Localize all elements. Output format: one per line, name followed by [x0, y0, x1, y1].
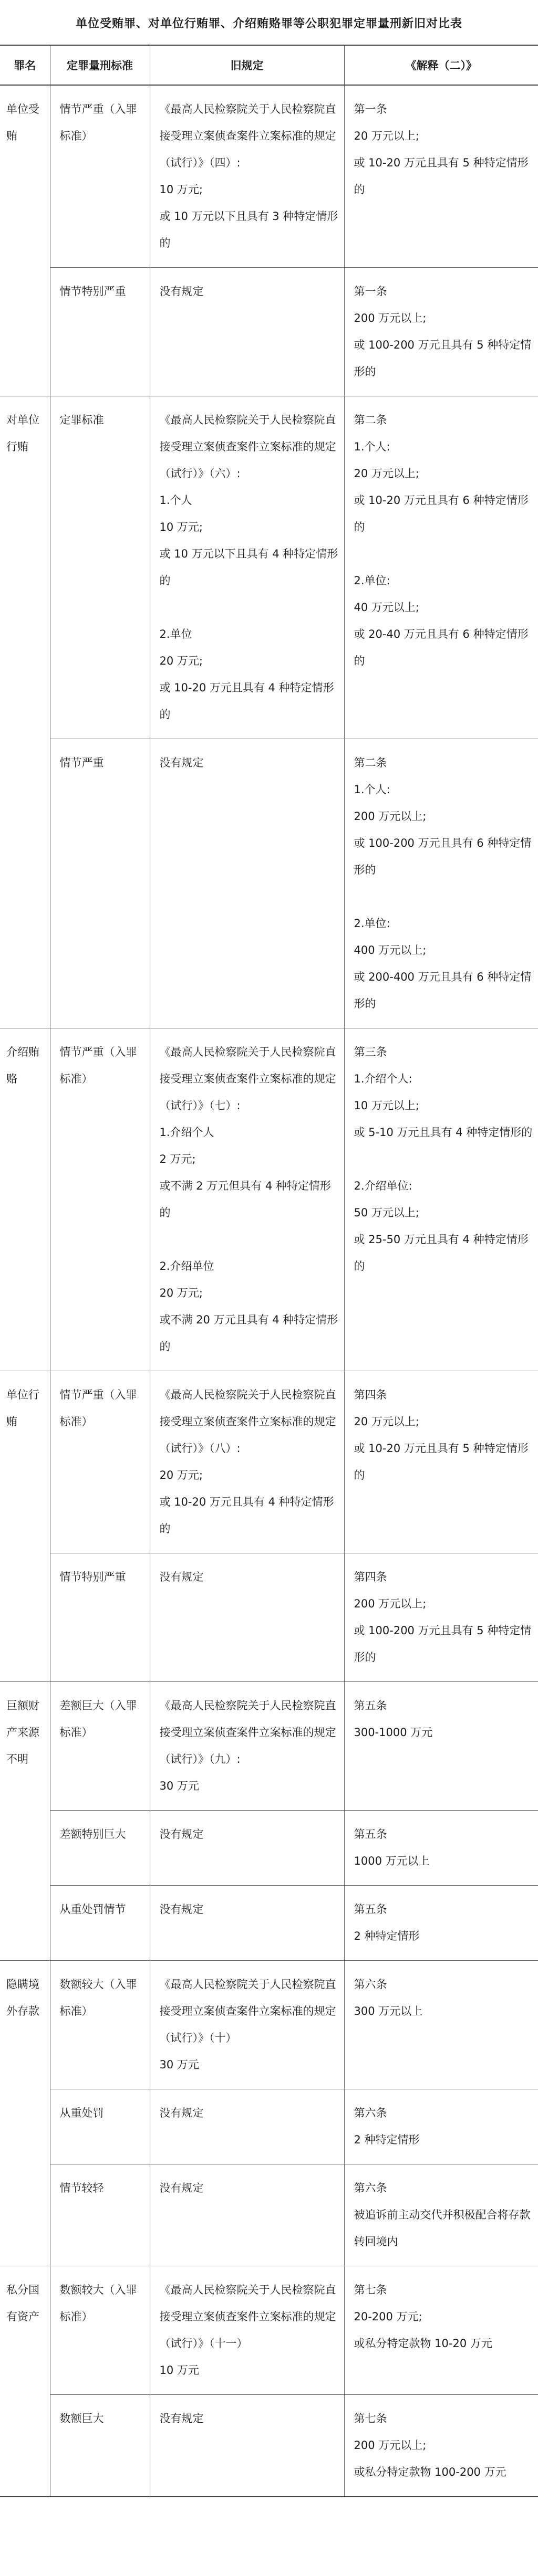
new-rule-cell — [344, 2266, 538, 2395]
text-line: 或不满 2 万元但具有 4 种特定情形的 — [159, 1180, 331, 1219]
table-row — [0, 2089, 538, 2164]
text-line: 或 100-200 万元且具有 5 种特定情形的 — [354, 339, 532, 378]
old-rule-cell — [150, 268, 344, 396]
standard-cell: 情节严重 — [50, 739, 150, 1028]
table-row — [0, 1961, 538, 2089]
text-line: 没有规定 — [159, 1828, 204, 1841]
text-line: 或 10-20 万元且具有 6 种特定情形的 — [354, 494, 529, 533]
text-line: 200 万元以上; — [354, 2439, 427, 2452]
text-line: 第一条 — [354, 285, 387, 298]
text-line: 第二条 — [354, 756, 387, 769]
text-line: 没有规定 — [159, 1903, 204, 1916]
old-rule-cell — [150, 85, 344, 268]
text-line: 第六条 — [354, 2182, 387, 2194]
text-line: 或 10-20 万元且具有 5 种特定情形的 — [354, 1442, 529, 1481]
header-new-rule: 《解释（二）》 — [344, 45, 538, 85]
text-line: 或 20-40 万元且具有 6 种特定情形的 — [354, 628, 529, 667]
text-line: 300-1000 万元 — [354, 1726, 433, 1739]
standard-cell: 情节特别严重 — [50, 268, 150, 396]
text-line: 第七条 — [354, 2412, 387, 2425]
text-line: 2.单位: — [354, 574, 390, 587]
text-line: 第四条 — [354, 1571, 387, 1583]
text-line: 《最高人民检察院关于人民检察院直接受理立案侦查案件立案标准的规定（试行）》（八）: — [159, 1389, 336, 1455]
text-line: 或 10 万元以下且具有 3 种特定情形的 — [159, 210, 338, 249]
standard-cell: 从重处罚 — [50, 2089, 150, 2164]
standard-cell: 定罪标准 — [50, 396, 150, 739]
text-line: 20 万元; — [159, 1287, 203, 1299]
text-line: 第五条 — [354, 1699, 387, 1712]
text-line: 200 万元以上; — [354, 312, 427, 324]
old-rule-cell — [150, 2089, 344, 2164]
text-line: 2.单位: — [354, 917, 390, 930]
old-rule-cell — [150, 1028, 344, 1371]
text-line: 300 万元以上 — [354, 2005, 423, 2017]
text-line: 30 万元 — [159, 2058, 199, 2071]
table-row — [0, 1553, 538, 1682]
table-row — [0, 739, 538, 1028]
text-line: 没有规定 — [159, 2412, 204, 2425]
standard-cell: 数额较大（入罪标准） — [50, 1961, 150, 2089]
text-line: 第六条 — [354, 2107, 387, 2119]
crime-name-cell: 介绍贿赂 — [0, 1028, 50, 1371]
header-crime: 罪名 — [0, 45, 50, 85]
text-line: 或 25-50 万元且具有 4 种特定情形的 — [354, 1233, 529, 1273]
old-rule-cell — [150, 396, 344, 739]
text-line: 20-200 万元; — [354, 2310, 422, 2323]
text-line: 或 10-20 万元且具有 4 种特定情形的 — [159, 1496, 334, 1535]
new-rule-cell — [344, 2395, 538, 2497]
standard-cell: 情节特别严重 — [50, 1553, 150, 1682]
text-line: 50 万元以上; — [354, 1206, 419, 1219]
header-standard: 定罪量刑标准 — [50, 45, 150, 85]
crime-name-cell: 对单位行贿 — [0, 396, 50, 1028]
table-row — [0, 1682, 538, 1811]
text-line: 或 100-200 万元且具有 5 种特定情形的 — [354, 1624, 532, 1664]
crime-name-cell: 隐瞒境外存款 — [0, 1961, 50, 2266]
text-line: 或 5-10 万元且具有 4 种特定情形的 — [354, 1126, 533, 1139]
text-line: 或 10-20 万元且具有 4 种特定情形的 — [159, 681, 334, 721]
text-line: 第五条 — [354, 1903, 387, 1916]
text-line: 20 万元以上; — [354, 130, 419, 142]
table-row — [0, 1371, 538, 1553]
text-line: 1.个人 — [159, 494, 192, 507]
table-row — [0, 85, 538, 268]
blank-line — [354, 541, 533, 567]
text-line: 40 万元以上; — [354, 601, 419, 614]
text-line: 《最高人民检察院关于人民检察院直接受理立案侦查案件立案标准的规定（试行）》（十） — [159, 1978, 336, 2044]
standard-cell: 情节严重（入罪标准） — [50, 1028, 150, 1371]
new-rule-cell — [344, 1811, 538, 1886]
text-line: 200 万元以上; — [354, 810, 427, 823]
old-rule-cell — [150, 1371, 344, 1553]
text-line: 2.介绍单位 — [159, 1260, 214, 1273]
table-row — [0, 2395, 538, 2497]
standard-cell: 情节较轻 — [50, 2164, 150, 2266]
text-line: 或 10-20 万元且具有 5 种特定情形的 — [354, 156, 529, 196]
blank-line — [354, 1146, 533, 1173]
new-rule-cell — [344, 739, 538, 1028]
standard-cell: 差额巨大（入罪标准） — [50, 1682, 150, 1811]
text-line: 第六条 — [354, 1978, 387, 1991]
old-rule-cell — [150, 1682, 344, 1811]
standard-cell: 从重处罚情节 — [50, 1886, 150, 1961]
table-header-row — [0, 45, 538, 85]
comparison-table — [0, 45, 538, 2497]
table-row — [0, 268, 538, 396]
old-rule-cell — [150, 739, 344, 1028]
text-line: 《最高人民检察院关于人民检察院直接受理立案侦查案件立案标准的规定（试行）》（十一） — [159, 2284, 336, 2350]
crime-name-cell: 巨额财产来源不明 — [0, 1682, 50, 1961]
text-line: 《最高人民检察院关于人民检察院直接受理立案侦查案件立案标准的规定（试行）》（九）: — [159, 1699, 336, 1765]
text-line: 或不满 20 万元且具有 4 种特定情形的 — [159, 1313, 338, 1353]
text-line: 10 万元; — [159, 183, 203, 196]
new-rule-cell — [344, 1028, 538, 1371]
old-rule-cell — [150, 2266, 344, 2395]
text-line: 2 种特定情形 — [354, 1930, 420, 1942]
text-line: 第七条 — [354, 2284, 387, 2296]
text-line: 10 万元; — [159, 521, 203, 533]
text-line: 2 万元; — [159, 1153, 196, 1165]
crime-name-cell: 单位受贿 — [0, 85, 50, 396]
text-line: 20 万元以上; — [354, 1415, 419, 1428]
old-rule-cell — [150, 1811, 344, 1886]
crime-name-cell: 单位行贿 — [0, 1371, 50, 1682]
table-row — [0, 2164, 538, 2266]
old-rule-cell — [150, 2395, 344, 2497]
old-rule-cell — [150, 1886, 344, 1961]
text-line: 2 种特定情形 — [354, 2133, 420, 2146]
old-rule-cell — [150, 1961, 344, 2089]
text-line: 或私分特定款物 10-20 万元 — [354, 2337, 492, 2350]
text-line: 没有规定 — [159, 2107, 204, 2119]
table-row — [0, 2266, 538, 2395]
text-line: 1.介绍个人: — [354, 1073, 412, 1085]
crime-name-cell: 私分国有资产 — [0, 2266, 50, 2497]
text-line: 10 万元 — [159, 2364, 199, 2377]
blank-line — [354, 884, 533, 910]
table-row — [0, 1028, 538, 1371]
text-line: 没有规定 — [159, 2182, 204, 2194]
text-line: 第五条 — [354, 1828, 387, 1841]
text-line: 20 万元以上; — [354, 467, 419, 480]
table-row — [0, 1886, 538, 1961]
text-line: 第三条 — [354, 1046, 387, 1058]
text-line: 或 10 万元以下且具有 4 种特定情形的 — [159, 548, 338, 587]
text-line: 1000 万元以上 — [354, 1855, 430, 1867]
text-line: 《最高人民检察院关于人民检察院直接受理立案侦查案件立案标准的规定（试行）》（六）: — [159, 414, 336, 480]
text-line: 或 200-400 万元且具有 6 种特定情形的 — [354, 971, 532, 1010]
standard-cell: 差额特别巨大 — [50, 1811, 150, 1886]
text-line: 30 万元 — [159, 1780, 199, 1792]
old-rule-cell — [150, 2164, 344, 2266]
new-rule-cell — [344, 268, 538, 396]
new-rule-cell — [344, 1961, 538, 2089]
new-rule-cell — [344, 2164, 538, 2266]
text-line: 200 万元以上; — [354, 1597, 427, 1610]
text-line: 没有规定 — [159, 1571, 204, 1583]
text-line: 第二条 — [354, 414, 387, 426]
table-body — [0, 85, 538, 2497]
text-line: 第四条 — [354, 1389, 387, 1401]
text-line: 1.个人: — [354, 440, 390, 453]
text-line: 2.介绍单位: — [354, 1180, 412, 1192]
standard-cell: 数额较大（入罪标准） — [50, 2266, 150, 2395]
blank-line — [160, 1226, 339, 1253]
document-title: 单位受贿罪、对单位行贿罪、介绍贿赂罪等公职犯罪定罪量刑新旧对比表 — [75, 17, 462, 30]
text-line: 1.个人: — [354, 783, 390, 796]
text-line: 2.单位 — [159, 628, 192, 640]
new-rule-cell — [344, 1886, 538, 1961]
text-line: 被追诉前主动交代并积极配合将存款转回境内 — [354, 2209, 531, 2248]
text-line: 20 万元; — [159, 655, 203, 667]
table-row — [0, 396, 538, 739]
new-rule-cell — [344, 1553, 538, 1682]
text-line: 或私分特定款物 100-200 万元 — [354, 2466, 506, 2478]
text-line: 或 100-200 万元且具有 6 种特定情形的 — [354, 837, 532, 876]
new-rule-cell — [344, 1682, 538, 1811]
blank-line — [160, 594, 339, 621]
text-line: 400 万元以上; — [354, 944, 427, 956]
new-rule-cell — [344, 85, 538, 268]
header-old-rule: 旧规定 — [150, 45, 344, 85]
text-line: 第一条 — [354, 103, 387, 115]
standard-cell: 情节严重（入罪标准） — [50, 1371, 150, 1553]
text-line: 10 万元以上; — [354, 1099, 419, 1112]
table-row — [0, 1811, 538, 1886]
text-line: 20 万元; — [159, 1469, 203, 1481]
text-line: 《最高人民检察院关于人民检察院直接受理立案侦查案件立案标准的规定（试行）》（七）: — [159, 1046, 336, 1112]
standard-cell: 情节严重（入罪标准） — [50, 85, 150, 268]
text-line: 没有规定 — [159, 285, 204, 298]
standard-cell: 数额巨大 — [50, 2395, 150, 2497]
text-line: 《最高人民检察院关于人民检察院直接受理立案侦查案件立案标准的规定（试行）》（四）: — [159, 103, 336, 169]
text-line: 1.介绍个人 — [159, 1126, 214, 1139]
text-line: 没有规定 — [159, 756, 204, 769]
new-rule-cell — [344, 2089, 538, 2164]
new-rule-cell — [344, 396, 538, 739]
new-rule-cell — [344, 1371, 538, 1553]
old-rule-cell — [150, 1553, 344, 1682]
